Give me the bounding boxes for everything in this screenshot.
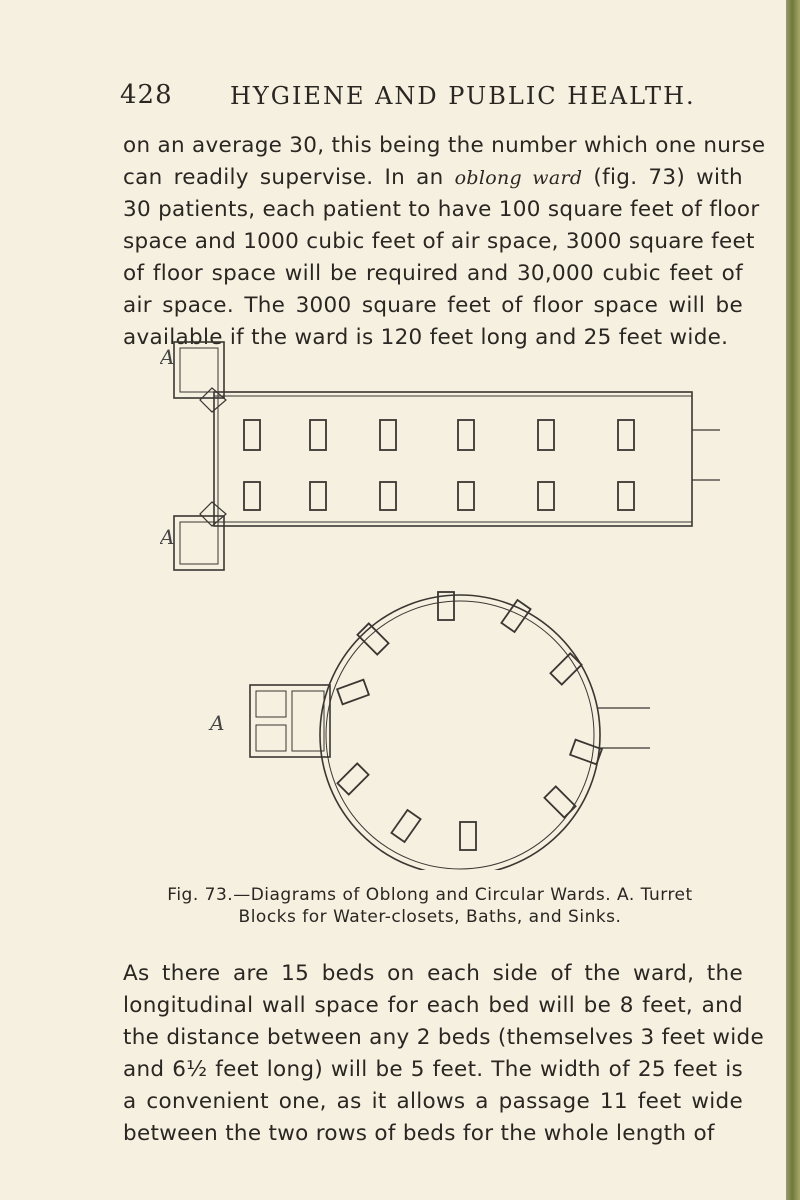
- caption-line-2: Blocks for Water-closets, Baths, and Sinks.: [238, 907, 622, 927]
- figure-caption: [120, 884, 740, 928]
- paragraph-line: a convenient one, as it allows a passage 11 feet wide: [123, 1089, 743, 1114]
- page-number: 428: [120, 80, 173, 110]
- circular-beds: [337, 592, 602, 850]
- running-title: HYGIENE AND PUBLIC HEALTH.: [230, 82, 696, 110]
- paragraph-1: [123, 130, 766, 354]
- turret-top: [174, 342, 224, 398]
- paragraph-line: As there are 15 beds on each side of the ward, the: [123, 961, 743, 986]
- caption-line-1: Fig. 73.—Diagrams of Oblong and Circular Wards. A. Turret: [167, 885, 693, 905]
- page-header: [120, 80, 740, 120]
- paragraph-line: available if the ward is 120 feet long and 25 feet wide.: [123, 325, 729, 350]
- paragraph-line: 30 patients, each patient to have 100 square feet of floor: [123, 197, 760, 222]
- paragraph-line: space and 1000 cubic feet of air space, 3000 square feet: [123, 229, 755, 254]
- paragraph-2: [123, 958, 765, 1150]
- page-edge: [786, 0, 800, 1200]
- circular-ward-diagram: [250, 592, 650, 870]
- ward-diagrams: [160, 330, 720, 870]
- figure-73: [160, 330, 720, 870]
- bed-row-top: [244, 420, 634, 450]
- label-a-circular: A: [210, 711, 225, 735]
- paragraph-line: on an average 30, this being the number which one nurse: [123, 133, 766, 158]
- paragraph-line: can readily supervise. In an oblong ward (fig. 73) with: [123, 165, 743, 190]
- paragraph-line: and 6½ feet long) will be 5 feet. The width of 25 feet is: [123, 1057, 743, 1082]
- oblong-ward-outline: [214, 392, 692, 526]
- paragraph-line: longitudinal wall space for each bed will be 8 feet, and: [123, 993, 743, 1018]
- paragraph-line: the distance between any 2 beds (themselves 3 feet wide: [123, 1025, 765, 1050]
- paragraph-line: air space. The 3000 square feet of floor space will be: [123, 293, 743, 318]
- paragraph-line: between the two rows of beds for the whole length of: [123, 1121, 715, 1146]
- label-a-bottom: A: [160, 525, 175, 549]
- oblong-ward-diagram: [174, 342, 720, 570]
- turret-circular: [250, 685, 330, 757]
- bed-row-bottom: [244, 482, 634, 510]
- emphasis-oblong-ward: oblong ward: [454, 167, 583, 189]
- label-a-top: A: [160, 345, 175, 369]
- paragraph-line: of floor space will be required and 30,000 cubic feet of: [123, 261, 743, 286]
- turret-bottom: [174, 516, 224, 570]
